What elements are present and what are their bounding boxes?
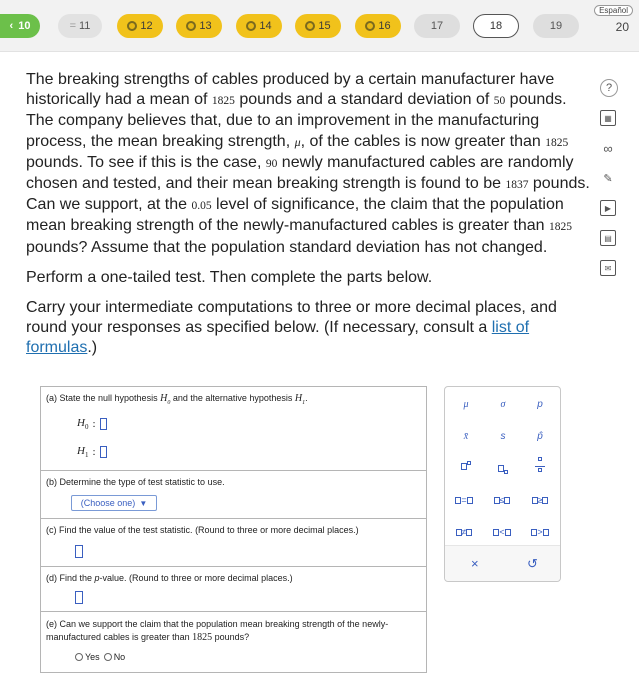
palette-mu-button[interactable]: μ xyxy=(463,399,469,410)
palette-subscript-button[interactable] xyxy=(488,463,518,474)
nav-item-16[interactable]: 16 xyxy=(355,14,401,38)
part-a-label: (a) State the null hypothesis $H_0$ and the alternative hypothesis $H_1$. xyxy=(46,393,308,406)
sample-size: 90 xyxy=(265,157,278,170)
dash-icon: = xyxy=(69,20,76,32)
partial-credit-icon xyxy=(246,21,256,31)
radio-circle-icon xyxy=(75,653,83,661)
nav-item-19[interactable]: 19 xyxy=(533,14,579,38)
instruction-one-tailed: Perform a one-tailed test. Then complete the parts below. xyxy=(26,268,433,286)
box-icon xyxy=(467,461,471,465)
h1-input[interactable] xyxy=(100,446,107,458)
nav-back-button[interactable]: ‹ 10 xyxy=(0,14,40,38)
part-b-label: (b) Determine the type of test statistic to use. xyxy=(46,477,225,487)
calculator-icon[interactable]: ▦ xyxy=(600,110,616,126)
null-hypothesis-row: $H_0$ : xyxy=(77,417,107,431)
part-c xyxy=(41,519,426,567)
nav-item-13[interactable]: 13 xyxy=(176,14,222,38)
video-icon[interactable]: ▶ xyxy=(600,200,616,216)
nav-item-17[interactable]: 17 xyxy=(414,14,460,38)
historical-mean: 1825 xyxy=(211,95,235,108)
support-claim-radio-group xyxy=(75,652,125,662)
test-statistic-select[interactable]: (Choose one) ▼ xyxy=(71,495,157,511)
h1-label: $H_1$ xyxy=(77,445,89,460)
problem-statement xyxy=(26,70,596,369)
mu-symbol: μ xyxy=(294,134,301,149)
caret-down-icon: ▼ xyxy=(139,498,148,508)
question-nav-bar xyxy=(0,0,639,52)
palette-equals-button[interactable]: = xyxy=(449,495,479,505)
part-d xyxy=(41,567,426,612)
standard-deviation: 50 xyxy=(493,95,506,108)
partial-credit-icon xyxy=(186,21,196,31)
nav-item-20[interactable]: 20 xyxy=(615,20,629,34)
help-icon[interactable]: ? xyxy=(600,79,618,97)
palette-phat-button[interactable]: p̂ xyxy=(537,431,543,442)
radio-yes[interactable]: Yes xyxy=(75,652,100,662)
infinity-icon[interactable]: ∞ xyxy=(603,140,613,156)
palette-ne-button[interactable]: ≠ xyxy=(449,527,479,537)
partial-credit-icon xyxy=(365,21,375,31)
notes-icon[interactable]: ✎ xyxy=(603,172,613,185)
formulas-link[interactable]: list of formulas xyxy=(26,319,530,357)
palette-fraction-button[interactable] xyxy=(525,457,555,476)
nav-item-18-current[interactable]: 18 xyxy=(473,14,519,38)
alt-hypothesis-row: $H_1$ : xyxy=(77,445,107,459)
partial-credit-icon xyxy=(127,21,137,31)
palette-superscript-button[interactable] xyxy=(451,461,481,472)
part-d-label: (d) Find the p-value. (Round to three or more decimal places.) xyxy=(46,573,293,583)
palette-le-button[interactable]: ≤ xyxy=(487,495,517,505)
box-icon xyxy=(538,468,542,472)
nav-item-14[interactable]: 14 xyxy=(236,14,282,38)
palette-sigma-button[interactable]: σ xyxy=(500,399,506,410)
palette-s-button[interactable]: s xyxy=(500,431,506,442)
part-b xyxy=(41,471,426,519)
problem-paragraph: The breaking strengths of cables produced by a certain manufacturer have historically had a mean of 1825 pounds and a standard deviation of 50 pounds. The company believes that, due to an improvement in the manufacturing process, the mean breaking strength, μ, of the cables is now greater than 1825 pounds. To see if this is the case, 90 newly manufactured cables are randomly chosen and tested, and their mean breaking strength is found to be 1837 pounds. Can we support, at the 0.05 level of significance, the claim that the population mean breaking strength of the newly-manufactured cables is greater than 1825 pounds? Assume that the population standard deviation has not changed. xyxy=(26,71,590,256)
answer-panel xyxy=(40,386,427,673)
sample-mean: 1837 xyxy=(505,179,529,192)
palette-p-button[interactable]: p xyxy=(537,399,543,410)
palette-gt-button[interactable]: > xyxy=(525,527,555,537)
symbol-palette xyxy=(444,386,561,582)
box-icon xyxy=(504,470,508,474)
table-icon[interactable]: ▤ xyxy=(600,230,616,246)
chevron-left-icon: ‹ xyxy=(9,20,14,32)
part-c-label: (c) Find the value of the test statistic. (Round to three or more decimal places.) xyxy=(46,525,359,535)
palette-xbar-button[interactable]: x̄ xyxy=(463,431,469,442)
radio-no[interactable]: No xyxy=(104,652,126,662)
box-icon xyxy=(538,457,542,461)
nav-item-12[interactable]: 12 xyxy=(117,14,163,38)
p-value-input[interactable] xyxy=(75,591,83,604)
part-e-label: (e) Can we support the claim that the population mean breaking strength of the newly-manufactured cables is greater than 1825 pounds? xyxy=(46,619,389,643)
nav-item-15[interactable]: 15 xyxy=(295,14,341,38)
test-statistic-input[interactable] xyxy=(75,545,83,558)
part-e xyxy=(41,612,426,672)
undo-icon[interactable]: ↺ xyxy=(527,556,538,571)
instruction-rounding: Carry your intermediate computations to three or more decimal places, and round your responses as specified below. (If necessary, consult a list of formulas.) xyxy=(26,299,557,357)
clear-icon[interactable]: × xyxy=(471,556,479,571)
significance-level: 0.05 xyxy=(191,200,212,213)
h0-label: $H_0$ xyxy=(77,417,89,432)
part-a xyxy=(41,387,426,471)
language-toggle[interactable]: Español xyxy=(594,5,633,16)
h0-input[interactable] xyxy=(100,418,107,430)
radio-circle-icon xyxy=(104,653,112,661)
mail-icon[interactable]: ✉ xyxy=(600,260,616,276)
palette-lt-button[interactable]: < xyxy=(487,527,517,537)
partial-credit-icon xyxy=(305,21,315,31)
palette-ge-button[interactable]: ≥ xyxy=(525,495,555,505)
palette-actions xyxy=(445,545,560,581)
nav-item-11[interactable]: = 11 xyxy=(58,14,102,38)
